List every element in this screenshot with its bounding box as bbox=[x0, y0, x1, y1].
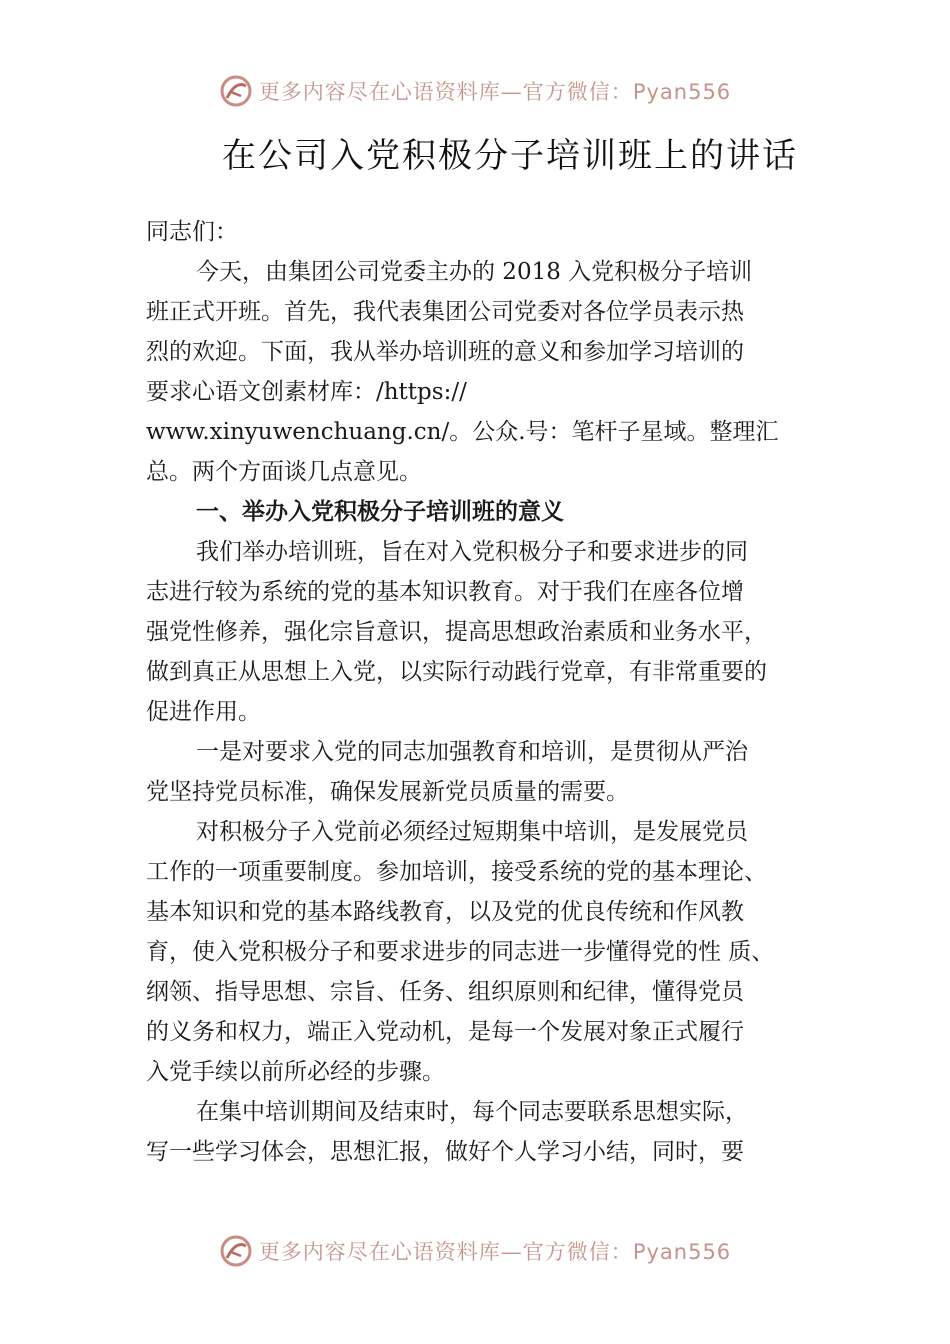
paragraph-line: 入党手续以前所必经的步骤。 bbox=[146, 1059, 445, 1085]
paragraph-line: 促进作用。 bbox=[146, 699, 261, 725]
paragraph-line: 我们举办培训班，旨在对入党积极分子和要求进步的同 bbox=[196, 539, 748, 565]
seal-logo-icon bbox=[219, 74, 253, 108]
paragraph-line: 的义务和权力，端正入党动机，是每一个发展对象正式履行 bbox=[146, 1019, 744, 1045]
paragraph-line: 志进行较为系统的党的基本知识教育。对于我们在座各位增 bbox=[146, 579, 744, 605]
watermark-text bbox=[259, 76, 731, 106]
paragraph-line: 在集中培训期间及结束时，每个同志要联系思想实际， bbox=[196, 1099, 748, 1125]
paragraph-line: 班正式开班。首先，我代表集团公司党委对各位学员表示热 bbox=[146, 299, 744, 325]
paragraph-line: 工作的一项重要制度。参加培训，接受系统的党的基本理论、 bbox=[146, 859, 767, 885]
watermark-cn: 更多内容尽在心语资料库—官方微信： bbox=[258, 80, 633, 104]
seal-logo-icon bbox=[219, 1234, 253, 1268]
paragraph-line: 纲领、指导思想、宗旨、任务、组织原则和纪律，懂得党员 bbox=[146, 979, 744, 1005]
paragraph-line: 强党性修养，强化宗旨意识，提高思想政治素质和业务水平， bbox=[146, 619, 767, 645]
paragraph-line: 对积极分子入党前必须经过短期集中培训，是发展党员 bbox=[196, 819, 748, 845]
paragraph-line: 育，使入党积极分子和要求进步的同志进一步懂得党的性 质、 bbox=[146, 939, 775, 965]
watermark-wechat-id: Pyan556 bbox=[632, 80, 732, 104]
paragraph-line: 烈的欢迎。下面，我从举办培训班的意义和参加学习培训的 bbox=[146, 339, 744, 365]
paragraph-line: 党坚持党员标准，确保发展新党员质量的需要。 bbox=[146, 779, 629, 805]
document-title: 在公司入党积极分子培训班上的讲话 bbox=[222, 136, 798, 176]
watermark-cn: 更多内容尽在心语资料库—官方微信： bbox=[258, 1240, 633, 1264]
document-body bbox=[146, 212, 836, 1172]
watermark-text bbox=[259, 1236, 731, 1266]
paragraph-line: 要求心语文创素材库：/https:// bbox=[146, 379, 467, 405]
paragraph-line: www.xinyuwenchuang.cn/。公众.号：笔杆子星域。整理汇 bbox=[146, 419, 779, 445]
paragraph-line: 基本知识和党的基本路线教育，以及党的优良传统和作风教 bbox=[146, 899, 744, 925]
paragraph-line: 做到真正从思想上入党，以实际行动践行党章，有非常重要的 bbox=[146, 659, 767, 685]
paragraph-line: 总。两个方面谈几点意见。 bbox=[146, 459, 422, 485]
section-heading: 一、举办入党积极分子培训班的意义 bbox=[196, 499, 564, 525]
paragraph-line: 今天，由集团公司党委主办的 2018 入党积极分子培训 bbox=[196, 259, 753, 285]
watermark-wechat-id: Pyan556 bbox=[632, 1240, 732, 1264]
paragraph-line: 写一些学习体会，思想汇报，做好个人学习小结，同时，要 bbox=[146, 1139, 744, 1165]
salutation: 同志们： bbox=[146, 219, 238, 245]
watermark-header bbox=[0, 74, 950, 108]
watermark-footer bbox=[0, 1234, 950, 1268]
paragraph-line: 一是对要求入党的同志加强教育和培训，是贯彻从严治 bbox=[196, 739, 748, 765]
